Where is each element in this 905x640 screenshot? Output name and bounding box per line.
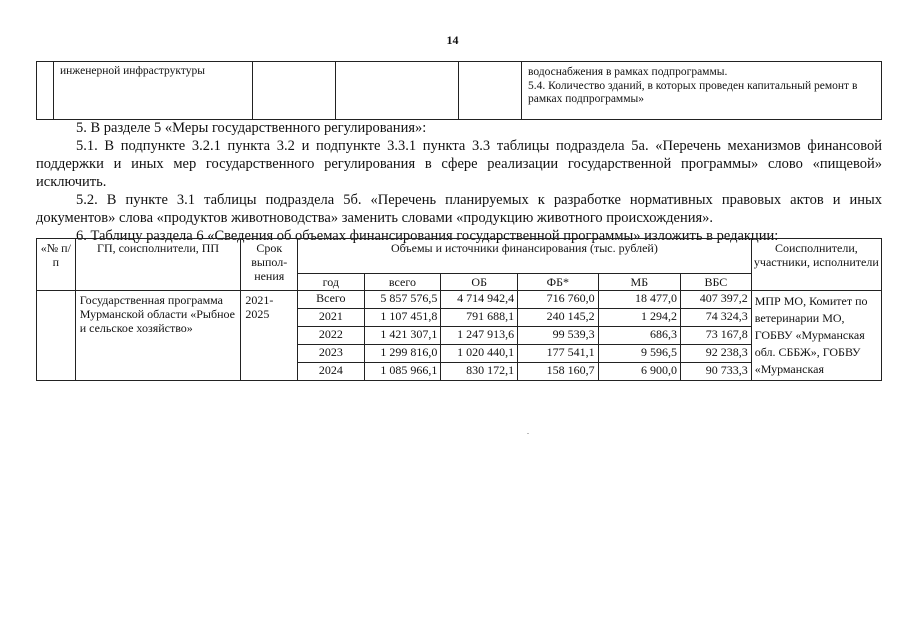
cell-mb: 18 477,0	[598, 291, 680, 309]
header-gp: ГП, соисполнители, ПП	[75, 239, 241, 291]
cell-ob: 791 688,1	[441, 309, 518, 327]
cell-empty	[459, 62, 522, 120]
subheader-total: всего	[364, 274, 441, 291]
paragraph-section5: 5. В разделе 5 «Меры государственного регулирования»:	[76, 120, 427, 136]
header-term: Срок выпол-нения	[241, 239, 298, 291]
subheader-ob: ОБ	[441, 274, 518, 291]
continuation-table	[36, 61, 882, 120]
cell-infrastructure: инженерной инфраструктуры	[54, 62, 253, 120]
cell-ob: 830 172,1	[441, 363, 518, 381]
cell-vbs: 407 397,2	[681, 291, 752, 309]
subheader-fb: ФБ*	[518, 274, 599, 291]
cell-fb: 240 145,2	[518, 309, 599, 327]
cell-year: 2021	[298, 309, 364, 327]
cell-mb: 686,3	[598, 327, 680, 345]
cell-term: 2021-2025	[241, 291, 298, 381]
cell-year: Всего	[298, 291, 364, 309]
cell-ob: 1 020 440,1	[441, 345, 518, 363]
cell-mb: 9 596,5	[598, 345, 680, 363]
cell-fb: 158 160,7	[518, 363, 599, 381]
cell-empty	[37, 62, 54, 120]
scan-speck	[527, 433, 529, 434]
cell-executors: МПР МО, Комитет по ветеринарии МО, ГОБВУ «Мурманская обл. СББЖ», ГОБВУ «Мурманская	[751, 291, 881, 381]
cell-mb: 6 900,0	[598, 363, 680, 381]
cell-total: 1 085 966,1	[364, 363, 441, 381]
cell-total: 1 421 307,1	[364, 327, 441, 345]
cell-vbs: 74 324,3	[681, 309, 752, 327]
cell-num	[37, 291, 76, 381]
cell-fb: 99 539,3	[518, 327, 599, 345]
cell-total: 1 107 451,8	[364, 309, 441, 327]
table-row	[37, 291, 882, 309]
cell-vbs: 73 167,8	[681, 327, 752, 345]
cell-empty	[336, 62, 459, 120]
cell-ob: 4 714 942,4	[441, 291, 518, 309]
cell-mb: 1 294,2	[598, 309, 680, 327]
subheader-year: год	[298, 274, 364, 291]
cell-year: 2024	[298, 363, 364, 381]
paragraph-6: 6. Таблицу раздела 6 «Сведения об объемах финансирования государственной программы» изложить в редакции:	[76, 228, 779, 244]
header-num: «№ п/п	[37, 239, 76, 291]
header-volumes: Объемы и источники финансирования (тыс. рублей)	[298, 239, 752, 274]
cell-year: 2023	[298, 345, 364, 363]
cell-fb: 177 541,1	[518, 345, 599, 363]
cell-total: 5 857 576,5	[364, 291, 441, 309]
header-executors: Соисполнители, участники, исполнители	[751, 239, 881, 291]
funding-table	[36, 238, 882, 381]
page-number: 14	[446, 33, 459, 47]
cell-ob: 1 247 913,6	[441, 327, 518, 345]
paragraph-5-1: 5.1. В подпункте 3.2.1 пункта 3.2 и подпункте 3.3.1 пункта 3.3 таблицы подраздела 5а. «Перечень механизмов финансовой поддержки и иных мер государственного регулирования в сфере реализации государственной программы» слово «пищевой» исключить.	[36, 138, 882, 190]
cell-year: 2022	[298, 327, 364, 345]
cell-empty	[253, 62, 336, 120]
subheader-vbs: ВБС	[681, 274, 752, 291]
cell-total: 1 299 816,0	[364, 345, 441, 363]
subheader-mb: МБ	[598, 274, 680, 291]
cell-indicator-text: водоснабжения в рамках подпрограммы. 5.4. Количество зданий, в которых проведен капитальный ремонт в рамках подпрограммы»	[522, 62, 882, 120]
cell-fb: 716 760,0	[518, 291, 599, 309]
cell-program: Государственная программа Мурманской области «Рыбное и сельское хозяйство»	[75, 291, 241, 381]
paragraph-5-2: 5.2. В пункте 3.1 таблицы подраздела 5б. «Перечень планируемых к разработке нормативных правовых актов и иных документов» слова «продуктов животноводства» заменить словами «продукцию животного происхождения».	[36, 192, 882, 226]
cell-vbs: 92 238,3	[681, 345, 752, 363]
cell-vbs: 90 733,3	[681, 363, 752, 381]
